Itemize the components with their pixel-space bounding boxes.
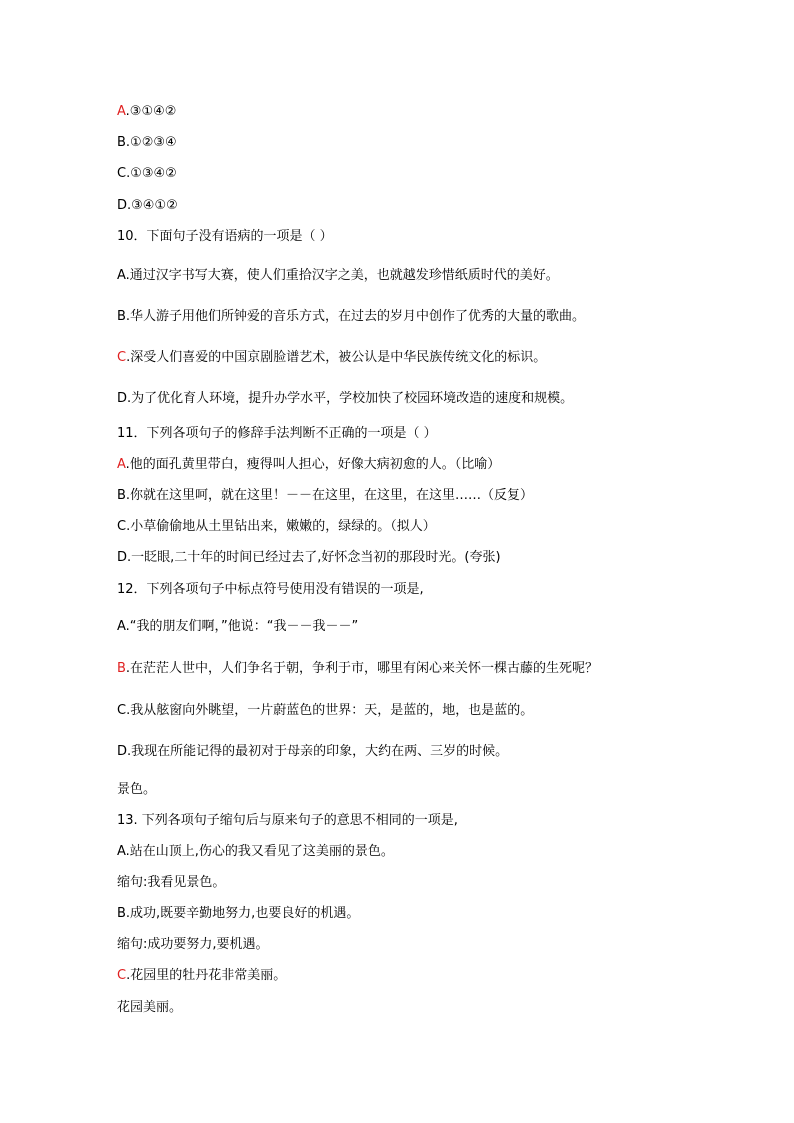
option-line: [117, 166, 177, 182]
option-line: [117, 350, 546, 366]
line-text: 10．下面句子没有语病的一项是（ ）: [117, 229, 333, 244]
line-text: 13. 下列各项句子缩句后与原来句子的意思不相同的一项是,: [117, 813, 458, 828]
option-line: [117, 391, 573, 407]
line-text: .深受人们喜爱的中国京剧脸谱艺术，被公认是中华民族传统文化的标识。: [126, 350, 547, 365]
option-mark: A: [117, 268, 126, 283]
option-line: [117, 135, 177, 151]
option-line: [117, 457, 500, 473]
option-mark: B: [117, 488, 126, 503]
text-line: [117, 1000, 182, 1016]
option-line: [117, 744, 508, 760]
option-line: [117, 309, 585, 325]
option-mark: D: [117, 198, 128, 213]
option-line: [117, 519, 436, 535]
line-text: .①②③④: [125, 135, 177, 150]
line-text: .③④①②: [127, 198, 178, 213]
text-line: [117, 875, 225, 891]
line-text: .你就在这里呵，就在这里！－－在这里，在这里，在这里……（反复）: [125, 488, 534, 503]
option-mark: D: [117, 550, 128, 565]
line-text: 景色。: [117, 782, 157, 797]
line-text: .一眨眼,二十年的时间已经过去了,好怀念当初的那段时光。(夸张): [127, 550, 501, 565]
option-line: [117, 703, 533, 719]
option-line: [117, 104, 176, 120]
line-text: 缩句:我看见景色。: [117, 875, 226, 890]
option-line: [117, 550, 501, 566]
line-text: 12．下列各项句子中标点符号使用没有错误的一项是,: [117, 582, 424, 597]
option-line: [117, 661, 598, 677]
option-mark: A: [117, 457, 126, 472]
line-text: .华人游子用他们所钟爱的音乐方式，在过去的岁月中创作了优秀的大量的歌曲。: [125, 309, 586, 324]
question-line: [117, 582, 424, 598]
line-text: .通过汉字书写大赛，使人们重拾汉字之美，也就越发珍惜纸质时代的美好。: [125, 268, 559, 283]
option-mark: D: [117, 391, 128, 406]
line-text: 花园美丽。: [117, 1000, 183, 1015]
option-mark: C: [117, 703, 127, 718]
option-mark: A: [117, 844, 126, 859]
line-text: .成功,既要辛勤地努力,也要良好的机遇。: [125, 906, 360, 921]
line-text: 11．下列各项句子的修辞手法判断不正确的一项是（ ）: [117, 426, 437, 441]
option-mark: B: [117, 309, 126, 324]
option-line: [117, 198, 178, 214]
option-mark: C: [117, 519, 127, 534]
option-mark: B: [117, 906, 126, 921]
line-text: 缩句:成功要努力,要机遇。: [117, 937, 269, 952]
question-line: [117, 426, 437, 442]
option-mark: B: [117, 135, 126, 150]
option-mark: A: [117, 619, 126, 634]
question-line: [117, 229, 333, 245]
option-mark: B: [117, 661, 126, 676]
line-text: .小草偷偷地从土里钻出来，嫩嫩的，绿绿的。（拟人）: [126, 519, 436, 534]
option-mark: C: [117, 968, 127, 983]
option-line: [117, 619, 358, 635]
line-text: .花园里的牡丹花非常美丽。: [126, 968, 287, 983]
line-text: .为了优化育人环境，提升办学水平，学校加快了校园环境改造的速度和规模。: [127, 391, 574, 406]
line-text: .“我的朋友们啊，”他说：“我－－我－－”: [125, 619, 359, 634]
question-line: [117, 813, 458, 829]
option-mark: A: [117, 104, 126, 119]
line-text: .在茫茫人世中，人们争名于朝，争利于市，哪里有闲心来关怀一棵古藤的生死呢？: [125, 661, 599, 676]
line-text: .我从舷窗向外眺望，一片蔚蓝色的世界：天，是蓝的，地，也是蓝的。: [126, 703, 534, 718]
option-line: [117, 844, 394, 860]
option-line: [117, 968, 286, 984]
line-text: .站在山顶上,伤心的我又看见了这美丽的景色。: [125, 844, 394, 859]
line-text: .①③④②: [126, 166, 177, 181]
line-text: .我现在所能记得的最初对于母亲的印象，大约在两、三岁的时候。: [127, 744, 509, 759]
text-line: [117, 937, 269, 953]
option-line: [117, 268, 559, 284]
option-mark: C: [117, 350, 127, 365]
option-mark: D: [117, 744, 128, 759]
line-text: .他的面孔黄里带白，瘦得叫人担心，好像大病初愈的人。（比喻）: [125, 457, 501, 472]
option-line: [117, 906, 359, 922]
option-line: [117, 488, 533, 504]
option-mark: C: [117, 166, 127, 181]
text-line: [117, 782, 156, 798]
line-text: .③①④②: [125, 104, 177, 119]
